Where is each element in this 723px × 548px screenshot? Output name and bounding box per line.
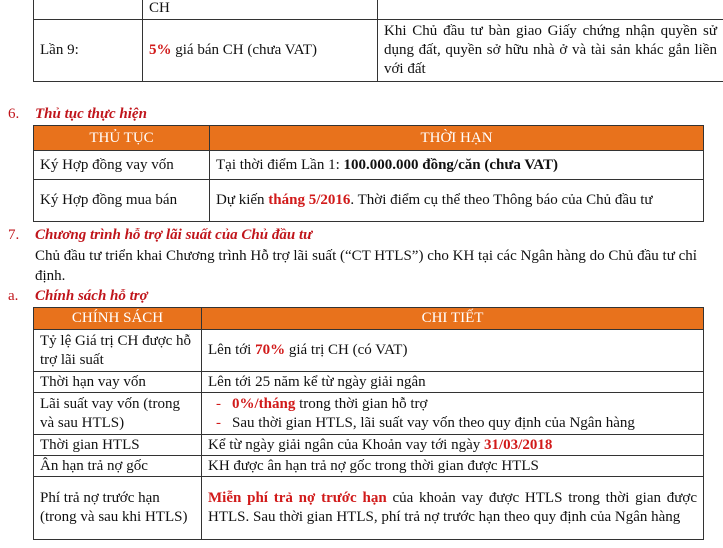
section-6-heading: 6. Thủ tục thực hiện xyxy=(8,106,147,122)
table-row xyxy=(34,393,704,435)
policy-detail: Kể từ ngày giải ngân của Khoản vay tới ngày 31/03/2018 xyxy=(202,435,704,456)
installment-amount: 5% giá bán CH (chưa VAT) xyxy=(143,20,378,82)
policy-name: Tỷ lệ Giá trị CH được hỗ trợ lãi suất xyxy=(34,330,202,372)
procedure-table xyxy=(33,125,704,222)
cell-ch: CH xyxy=(143,0,378,20)
list-item: - 0%/tháng trong thời gian hỗ trợ xyxy=(216,395,428,412)
procedure-name: Ký Hợp đồng vay vốn xyxy=(34,151,210,180)
list-item: - Sau thời gian HTLS, lãi suất vay vốn theo quy định của Ngân hàng xyxy=(216,414,635,431)
table-row xyxy=(34,0,723,20)
policy-name: Thời gian HTLS xyxy=(34,435,202,456)
col-deadline: THỜI HẠN xyxy=(210,126,704,151)
table-header xyxy=(34,308,704,330)
section-7-paragraph: Chủ đầu tư triển khai Chương trình Hỗ trợ lãi suất (“CT HTLS”) cho KH tại các Ngân hàng do Chủ đầu tư chỉ định. xyxy=(35,248,697,284)
col-detail: CHI TIẾT xyxy=(202,308,704,330)
policy-name: Lãi suất vay vốn (trong và sau HTLS) xyxy=(34,393,202,435)
table-row xyxy=(34,435,704,456)
installment-label: Lần 9: xyxy=(34,20,143,82)
procedure-deadline: Tại thời điểm Lần 1: 100.000.000 đồng/căn (chưa VAT) xyxy=(210,151,704,180)
table-row xyxy=(34,477,704,540)
procedure-deadline: Dự kiến tháng 5/2016. Thời điểm cụ thể theo Thông báo của Chủ đầu tư xyxy=(210,180,704,222)
table-row xyxy=(34,151,704,180)
table-row xyxy=(34,372,704,393)
col-policy: CHÍNH SÁCH xyxy=(34,308,202,330)
table-row xyxy=(34,456,704,477)
payment-schedule-table xyxy=(33,0,723,82)
policy-detail: KH được ân hạn trả nợ gốc trong thời gian được HTLS xyxy=(202,456,704,477)
policy-detail xyxy=(202,393,704,435)
procedure-name: Ký Hợp đồng mua bán xyxy=(34,180,210,222)
installment-condition: Khi Chủ đầu tư bàn giao Giấy chứng nhận quyền sử dụng đất, quyền sở hữu nhà ở và tài sản khác gắn liền với đất xyxy=(378,20,723,82)
table-row xyxy=(34,330,704,372)
section-7-heading: 7. Chương trình hỗ trợ lãi suất của Chủ đầu tư xyxy=(8,227,313,243)
table-header xyxy=(34,126,704,151)
policy-table xyxy=(33,307,704,540)
policy-name: Phí trả nợ trước hạn (trong và sau khi HTLS) xyxy=(34,477,202,540)
table-row xyxy=(34,20,723,82)
table-row xyxy=(34,180,704,222)
policy-detail: Miễn phí trả nợ trước hạn của khoản vay được HTLS trong thời gian được HTLS. Sau thời gian HTLS, phí trả nợ trước hạn theo quy định của Ngân hàng xyxy=(202,477,704,540)
policy-detail: Lên tới 25 năm kể từ ngày giải ngân xyxy=(202,372,704,393)
col-procedure: THỦ TỤC xyxy=(34,126,210,151)
section-a-heading: a. Chính sách hỗ trợ xyxy=(8,288,148,304)
policy-detail: Lên tới 70% giá trị CH (có VAT) xyxy=(202,330,704,372)
policy-name: Thời hạn vay vốn xyxy=(34,372,202,393)
policy-name: Ân hạn trả nợ gốc xyxy=(34,456,202,477)
